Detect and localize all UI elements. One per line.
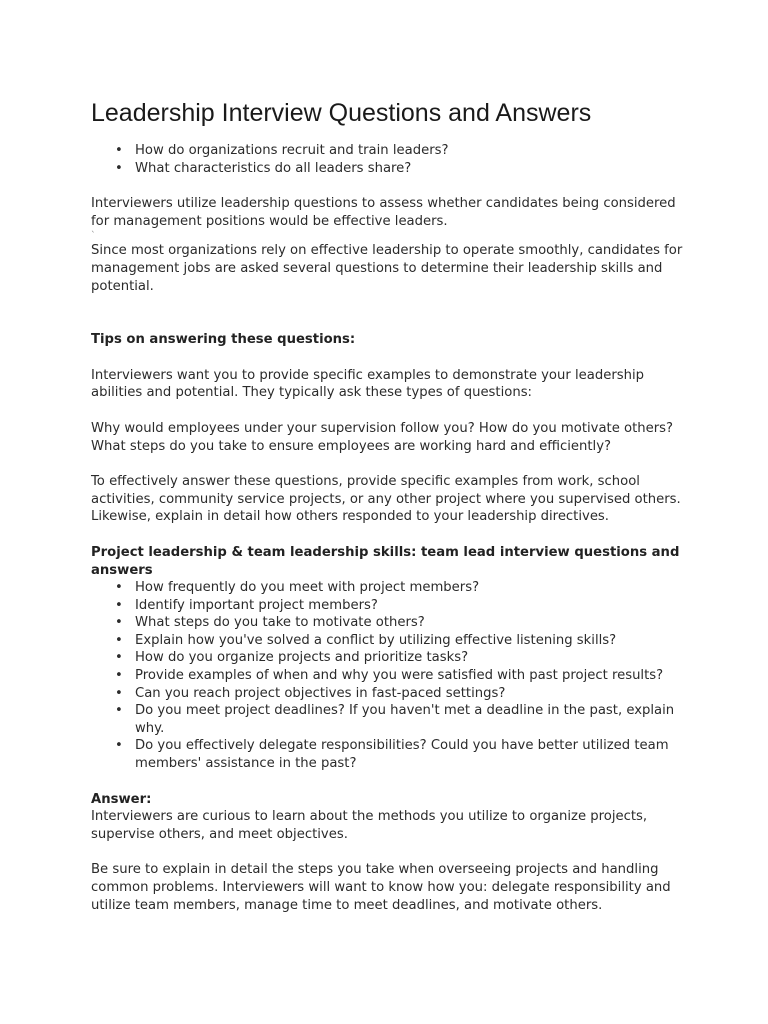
list-item-text: How frequently do you meet with project members?	[135, 580, 480, 596]
list-item	[115, 737, 691, 772]
list-item	[115, 142, 691, 160]
bullet-icon: •	[115, 143, 123, 158]
list-item-text: How do organizations recruit and train leaders?	[135, 143, 449, 158]
list-item	[115, 579, 691, 597]
list-item-text: Do you effectively delegate responsibilities? Could you have better utilized team members' assistance in the past?	[135, 738, 669, 772]
list-item-text: What steps do you take to motivate others?	[135, 615, 425, 631]
list-item	[115, 614, 691, 632]
list-item	[115, 649, 691, 667]
bullet-icon: •	[115, 632, 123, 648]
section-heading-project: Project leadership & team leadership skills: team lead interview questions and answers	[91, 544, 680, 578]
paragraph: Why would employees under your supervision follow you? How do you motivate others? What steps do you take to ensure employees are working hard and efficiently?	[91, 420, 674, 454]
list-item	[115, 632, 691, 650]
bullet-icon: •	[115, 650, 123, 666]
list-item	[115, 685, 691, 703]
bullet-icon: •	[115, 668, 123, 684]
bullet-icon: •	[115, 597, 123, 613]
list-item-text: What characteristics do all leaders share?	[135, 160, 412, 176]
stray-mark: `	[91, 231, 96, 242]
bullet-icon: •	[115, 580, 123, 596]
intro-bullet-list	[91, 142, 691, 177]
section-heading-tips: Tips on answering these questions:	[91, 332, 356, 348]
paragraph: Since most organizations rely on effective leadership to operate smoothly, candidates for management jobs are asked several questions to determine their leadership skills and potential.	[91, 243, 683, 294]
paragraph: Interviewers utilize leadership questions to assess whether candidates being considered for management positions would be effective leaders.	[91, 196, 676, 229]
bullet-icon: •	[115, 615, 123, 631]
list-item	[115, 160, 691, 178]
bullet-icon: •	[115, 738, 123, 754]
bullet-icon: •	[115, 685, 123, 701]
project-bullet-list	[91, 579, 691, 773]
list-item-text: Can you reach project objectives in fast-paced settings?	[135, 685, 506, 701]
paragraph: Be sure to explain in detail the steps you take when overseeing projects and handling common problems. Interviewers will want to know how you: delegate responsibility and utilize team members, manage time to meet deadlines, and motivate others.	[91, 862, 671, 913]
list-item-text: Provide examples of when and why you were satisfied with past project results?	[135, 668, 664, 684]
bullet-icon: •	[115, 703, 123, 719]
list-item	[115, 597, 691, 615]
document-page	[91, 98, 691, 914]
list-item-text: Identify important project members?	[135, 597, 378, 613]
list-item	[115, 667, 691, 685]
bullet-icon: •	[115, 160, 123, 176]
paragraph: To effectively answer these questions, provide specific examples from work, school activities, community service projects, or any other project where you supervised others. Likewise, explain in detail how others responded to your leadership directives.	[91, 474, 681, 525]
list-item-text: How do you organize projects and prioritize tasks?	[135, 650, 469, 666]
paragraph: Interviewers want you to provide specific examples to demonstrate your leadership abilities and potential. They typically ask these types of questions:	[91, 367, 644, 401]
list-item-text: Do you meet project deadlines? If you haven't met a deadline in the past, explain why.	[135, 703, 675, 736]
page-title: Leadership Interview Questions and Answers	[91, 99, 592, 127]
section-heading-answer: Answer:	[91, 791, 152, 807]
paragraph: Interviewers are curious to learn about the methods you utilize to organize projects, supervise others, and meet objectives.	[91, 809, 648, 842]
list-item-text: Explain how you've solved a conflict by utilizing effective listening skills?	[135, 632, 617, 648]
list-item	[115, 702, 691, 737]
